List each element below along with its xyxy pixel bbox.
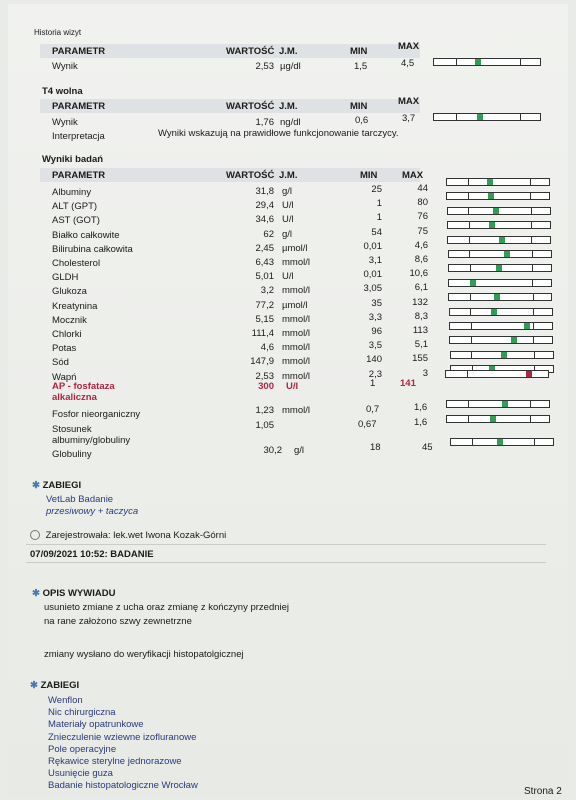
value-marker	[499, 237, 505, 243]
range-bar-ap	[445, 370, 549, 378]
row-unit: mmol/l	[282, 328, 310, 339]
range-bar	[446, 415, 550, 423]
row-name: ALT (GPT)	[52, 201, 98, 213]
fosfor-unit: mmol/l	[282, 405, 310, 416]
ratio-name: Stosunek	[52, 424, 92, 435]
range-tick	[531, 208, 532, 214]
row-value: 34,6	[255, 214, 274, 226]
row-min: 0,6	[355, 115, 369, 126]
row-min: 1	[376, 198, 382, 210]
ratio-max: 1,6	[414, 417, 428, 428]
row-max: 10,6	[409, 268, 428, 280]
range-tick	[534, 352, 535, 358]
row-value: 4,6	[260, 342, 274, 354]
ratio-value: 1,05	[255, 420, 274, 431]
row-value: 2,53	[255, 370, 274, 382]
row-max: 80	[417, 197, 428, 209]
range-tick	[471, 352, 472, 358]
col-min: MIN	[350, 46, 368, 57]
range-tick	[470, 309, 471, 315]
value-marker	[496, 265, 502, 271]
row-name: Wapń	[52, 371, 77, 383]
row-name: AST (GOT)	[52, 215, 100, 227]
range-bar	[447, 236, 551, 244]
ratio-name-2: albuminy/globuliny	[52, 435, 131, 446]
row-min: 1,5	[354, 61, 368, 72]
col-value: WARTOŚĆ	[226, 46, 275, 57]
row-unit: U/l	[282, 214, 294, 226]
opis-title: OPIS WYWIADU	[42, 588, 116, 599]
zabiegi2-title: ZABIEGI	[40, 680, 80, 691]
col-param: PARAMETR	[52, 46, 106, 57]
row-value: 29,4	[255, 200, 274, 212]
value-marker	[502, 401, 508, 407]
row-unit: µg/dl	[280, 61, 301, 72]
range-tick	[468, 193, 469, 199]
fosfor-name: Fosfor nieorganiczny	[52, 409, 141, 420]
value-marker	[524, 323, 530, 329]
value-marker	[526, 371, 532, 377]
range-bar	[448, 264, 552, 272]
range-tick	[520, 114, 521, 120]
row-min: 2,3	[368, 368, 382, 380]
row-unit: U/l	[282, 200, 294, 212]
range-tick	[468, 179, 469, 185]
visit-header: 07/09/2021 10:52: BADANIE	[30, 549, 154, 560]
row-min: 54	[371, 226, 382, 238]
range-tick	[471, 323, 472, 329]
row-value: 3,2	[260, 285, 274, 297]
ap-min: 1	[370, 378, 376, 389]
table-header-1	[40, 41, 420, 58]
value-marker	[477, 114, 483, 120]
range-tick	[530, 193, 531, 199]
range-bar	[449, 322, 553, 330]
value-marker	[491, 309, 497, 315]
row-name: Białko całkowite	[52, 229, 120, 241]
row-max: 44	[417, 183, 428, 194]
range-bar	[447, 207, 551, 215]
divider	[26, 562, 546, 563]
procedure-item: Wenflon	[48, 695, 83, 706]
row-min: 0,01	[363, 269, 382, 281]
row-value: 111,4	[251, 328, 274, 339]
range-bar	[448, 250, 552, 258]
range-tick	[533, 309, 534, 315]
row-unit: mmol/l	[282, 257, 310, 268]
asterisk-icon: ✱	[30, 680, 38, 691]
value-marker	[475, 59, 481, 65]
table-header-3	[40, 168, 424, 182]
row-max: 132	[412, 296, 428, 308]
range-tick	[532, 280, 533, 286]
col-param: PARAMETR	[52, 101, 106, 112]
range-tick	[472, 439, 473, 445]
range-tick	[470, 265, 471, 271]
row-value: 62	[263, 228, 274, 240]
row-min: 3,3	[368, 311, 382, 323]
glob-unit: g/l	[294, 445, 305, 456]
row-unit: mmol/l	[282, 342, 310, 354]
row-min: 96	[371, 326, 382, 337]
row-min: 3,1	[368, 255, 382, 266]
range-bar	[433, 58, 541, 66]
row-max: 75	[417, 225, 428, 237]
row-min: 35	[371, 297, 382, 309]
col-max: MAX	[402, 170, 424, 181]
value-marker	[494, 294, 500, 300]
asterisk-icon: ✱	[32, 588, 40, 599]
procedure-item: Znieczulenie wziewne izofluranowe	[48, 731, 197, 743]
range-bar	[447, 221, 551, 229]
procedure-item: Nic chirurgiczna	[48, 707, 116, 719]
value-marker	[470, 280, 476, 286]
range-tick	[470, 294, 471, 300]
row-unit: mmol/l	[282, 285, 310, 297]
glob-min: 18	[370, 442, 381, 453]
person-icon	[30, 530, 40, 540]
row-max: 155	[412, 353, 428, 365]
row-value: 5,01	[255, 271, 274, 283]
procedure-item: Rękawice sterylne jednorazowe	[48, 756, 182, 767]
row-value: 77,2	[255, 299, 274, 311]
range-bar	[448, 293, 552, 301]
range-tick	[469, 237, 470, 243]
col-max: MAX	[398, 41, 420, 52]
zabiegi-title: ZABIEGI	[42, 480, 82, 491]
range-tick	[531, 222, 532, 228]
row-unit: mmol/l	[282, 370, 310, 382]
ap-name: AP - fosfataza	[52, 381, 115, 392]
ap-name-2: alkaliczna	[52, 392, 97, 403]
row-max: 6,1	[414, 282, 428, 294]
table-header-2	[40, 96, 420, 113]
value-marker	[504, 251, 510, 257]
value-marker	[501, 352, 507, 358]
row-value: 2,45	[255, 242, 274, 254]
range-tick	[533, 323, 534, 329]
row-name: Albuminy	[52, 187, 92, 198]
glob-name: Globuliny	[52, 449, 92, 460]
divider	[26, 544, 546, 545]
col-unit: J.M.	[279, 101, 298, 112]
row-value: 2,53	[255, 61, 274, 72]
range-bar	[448, 279, 552, 287]
range-tick	[532, 265, 533, 271]
row-value: 1,76	[255, 117, 274, 128]
procedure-item: Usunięcie guza	[48, 768, 113, 780]
ratio-min: 0,67	[358, 419, 377, 430]
glob-value: 30,2	[263, 445, 282, 456]
row-max: 76	[417, 211, 428, 223]
col-unit: J.M.	[279, 46, 298, 57]
range-tick	[530, 179, 531, 185]
row-unit: g/l	[282, 186, 293, 197]
row-max: 4,5	[401, 58, 415, 69]
report-page	[8, 4, 568, 798]
range-tick	[531, 237, 532, 243]
row-max: 4,6	[414, 239, 428, 251]
range-tick	[533, 337, 534, 343]
row-name: Mocznik	[52, 314, 87, 326]
range-tick	[530, 416, 531, 422]
row-value: 31,8	[255, 186, 274, 197]
range-bar	[446, 192, 550, 200]
row-min: 1	[376, 212, 382, 224]
value-marker	[497, 439, 503, 445]
range-tick	[533, 294, 534, 300]
row-min: 0,01	[363, 240, 382, 252]
ap-value: 300	[258, 381, 274, 392]
range-tick	[469, 222, 470, 228]
range-tick	[468, 416, 469, 422]
glob-max: 45	[422, 442, 433, 453]
row-value: 5,15	[255, 313, 274, 325]
row-name: Sód	[52, 357, 69, 369]
range-bar	[449, 308, 553, 316]
range-bar	[450, 438, 554, 446]
range-tick	[520, 59, 521, 65]
interpretation-text: Wyniki wskazują na prawidłowe funkcjonowanie tarczycy.	[158, 128, 399, 139]
range-bar	[450, 351, 554, 359]
range-bar	[446, 400, 550, 408]
row-unit: U/l	[282, 271, 294, 283]
row-max: 3,7	[402, 113, 416, 124]
col-min: MIN	[350, 101, 368, 112]
row-value: 6,43	[255, 257, 274, 268]
range-tick	[534, 439, 535, 445]
row-value: 147,9	[250, 356, 274, 368]
col-min: MIN	[360, 170, 378, 181]
range-tick	[471, 337, 472, 343]
row-unit: µmol/l	[282, 242, 308, 254]
row-unit: mmol/l	[282, 356, 310, 368]
value-marker	[487, 179, 493, 185]
zabiegi-line-1: VetLab Badanie	[46, 494, 114, 505]
row-max: 5,1	[414, 339, 428, 351]
row-max: 8,6	[414, 254, 428, 265]
fosfor-value: 1,23	[255, 405, 274, 416]
asterisk-icon: ✱	[32, 480, 40, 491]
range-bar	[449, 336, 553, 344]
value-marker	[490, 416, 496, 422]
procedure-item: Materiały opatrunkowe	[48, 719, 144, 731]
value-marker	[511, 337, 517, 343]
col-max: MAX	[398, 96, 420, 107]
section-title-results: Wyniki badań	[42, 154, 104, 165]
range-tick	[456, 59, 457, 65]
row-max: 3	[422, 367, 428, 379]
row-name: Kreatynina	[52, 300, 98, 312]
zabiegi-section	[32, 480, 81, 491]
zabiegi-line-2: przesiwowy + taczyca	[46, 506, 139, 517]
row-unit: ng/dl	[280, 117, 301, 128]
row-name: Wynik	[52, 61, 78, 72]
col-value: WARTOŚĆ	[226, 170, 275, 181]
row-max: 8,3	[414, 310, 428, 322]
row-unit: g/l	[282, 228, 293, 240]
row-min: 3,05	[363, 283, 382, 295]
page-number: Strona 2	[524, 786, 562, 797]
fosfor-min: 0,7	[366, 404, 380, 415]
range-tick	[532, 251, 533, 257]
range-bar	[446, 178, 550, 186]
ap-max: 141	[400, 378, 416, 389]
value-marker	[489, 222, 495, 228]
fosfor-max: 1,6	[414, 402, 428, 413]
opis-section	[32, 588, 115, 599]
row-name: Wynik	[52, 117, 78, 128]
col-value: WARTOŚĆ	[226, 101, 275, 112]
interpretation-label: Interpretacja	[52, 131, 105, 142]
row-min: 25	[371, 184, 382, 195]
opis-line-1: usunieto zmiane z ucha oraz zmianę z kończyny przedniej	[44, 602, 290, 613]
procedure-item: Badanie histopatologiczne Wrocław	[48, 780, 198, 792]
row-name: Chlorki	[52, 329, 82, 340]
registered-by	[30, 530, 226, 541]
col-param: PARAMETR	[52, 170, 106, 181]
range-tick	[456, 114, 457, 120]
range-bar	[433, 113, 541, 121]
range-tick	[468, 401, 469, 407]
history-label: Historia wizyt	[34, 28, 82, 37]
row-name: Glukoza	[52, 286, 87, 298]
col-unit: J.M.	[279, 170, 298, 181]
opis-line-2: na rane założono szwy zewnetrzne	[44, 616, 192, 627]
value-marker	[488, 193, 494, 199]
row-name: GLDH	[52, 272, 79, 284]
row-min: 140	[366, 354, 382, 366]
registered-text: Zarejestrowała: lek.wet Iwona Kozak-Górni	[45, 530, 227, 541]
section-title-t4: T4 wolna	[42, 86, 83, 97]
row-min: 3,5	[368, 340, 382, 352]
zabiegi2-section	[30, 680, 79, 691]
row-max: 113	[412, 325, 428, 336]
range-tick	[467, 371, 468, 377]
value-marker	[493, 208, 499, 214]
row-unit: µmol/l	[282, 299, 308, 311]
opis-line-3: zmiany wysłano do weryfikacji histopatolgicznej	[44, 649, 244, 660]
row-unit: mmol/l	[282, 313, 310, 325]
row-name: Cholesterol	[52, 258, 101, 269]
procedure-item: Pole operacyjne	[48, 743, 117, 755]
range-tick	[469, 251, 470, 257]
ap-unit: U/l	[286, 381, 299, 392]
range-tick	[468, 208, 469, 214]
range-tick	[530, 401, 531, 407]
row-name: Potas	[52, 343, 77, 355]
row-name: Bilirubina całkowita	[52, 243, 133, 255]
